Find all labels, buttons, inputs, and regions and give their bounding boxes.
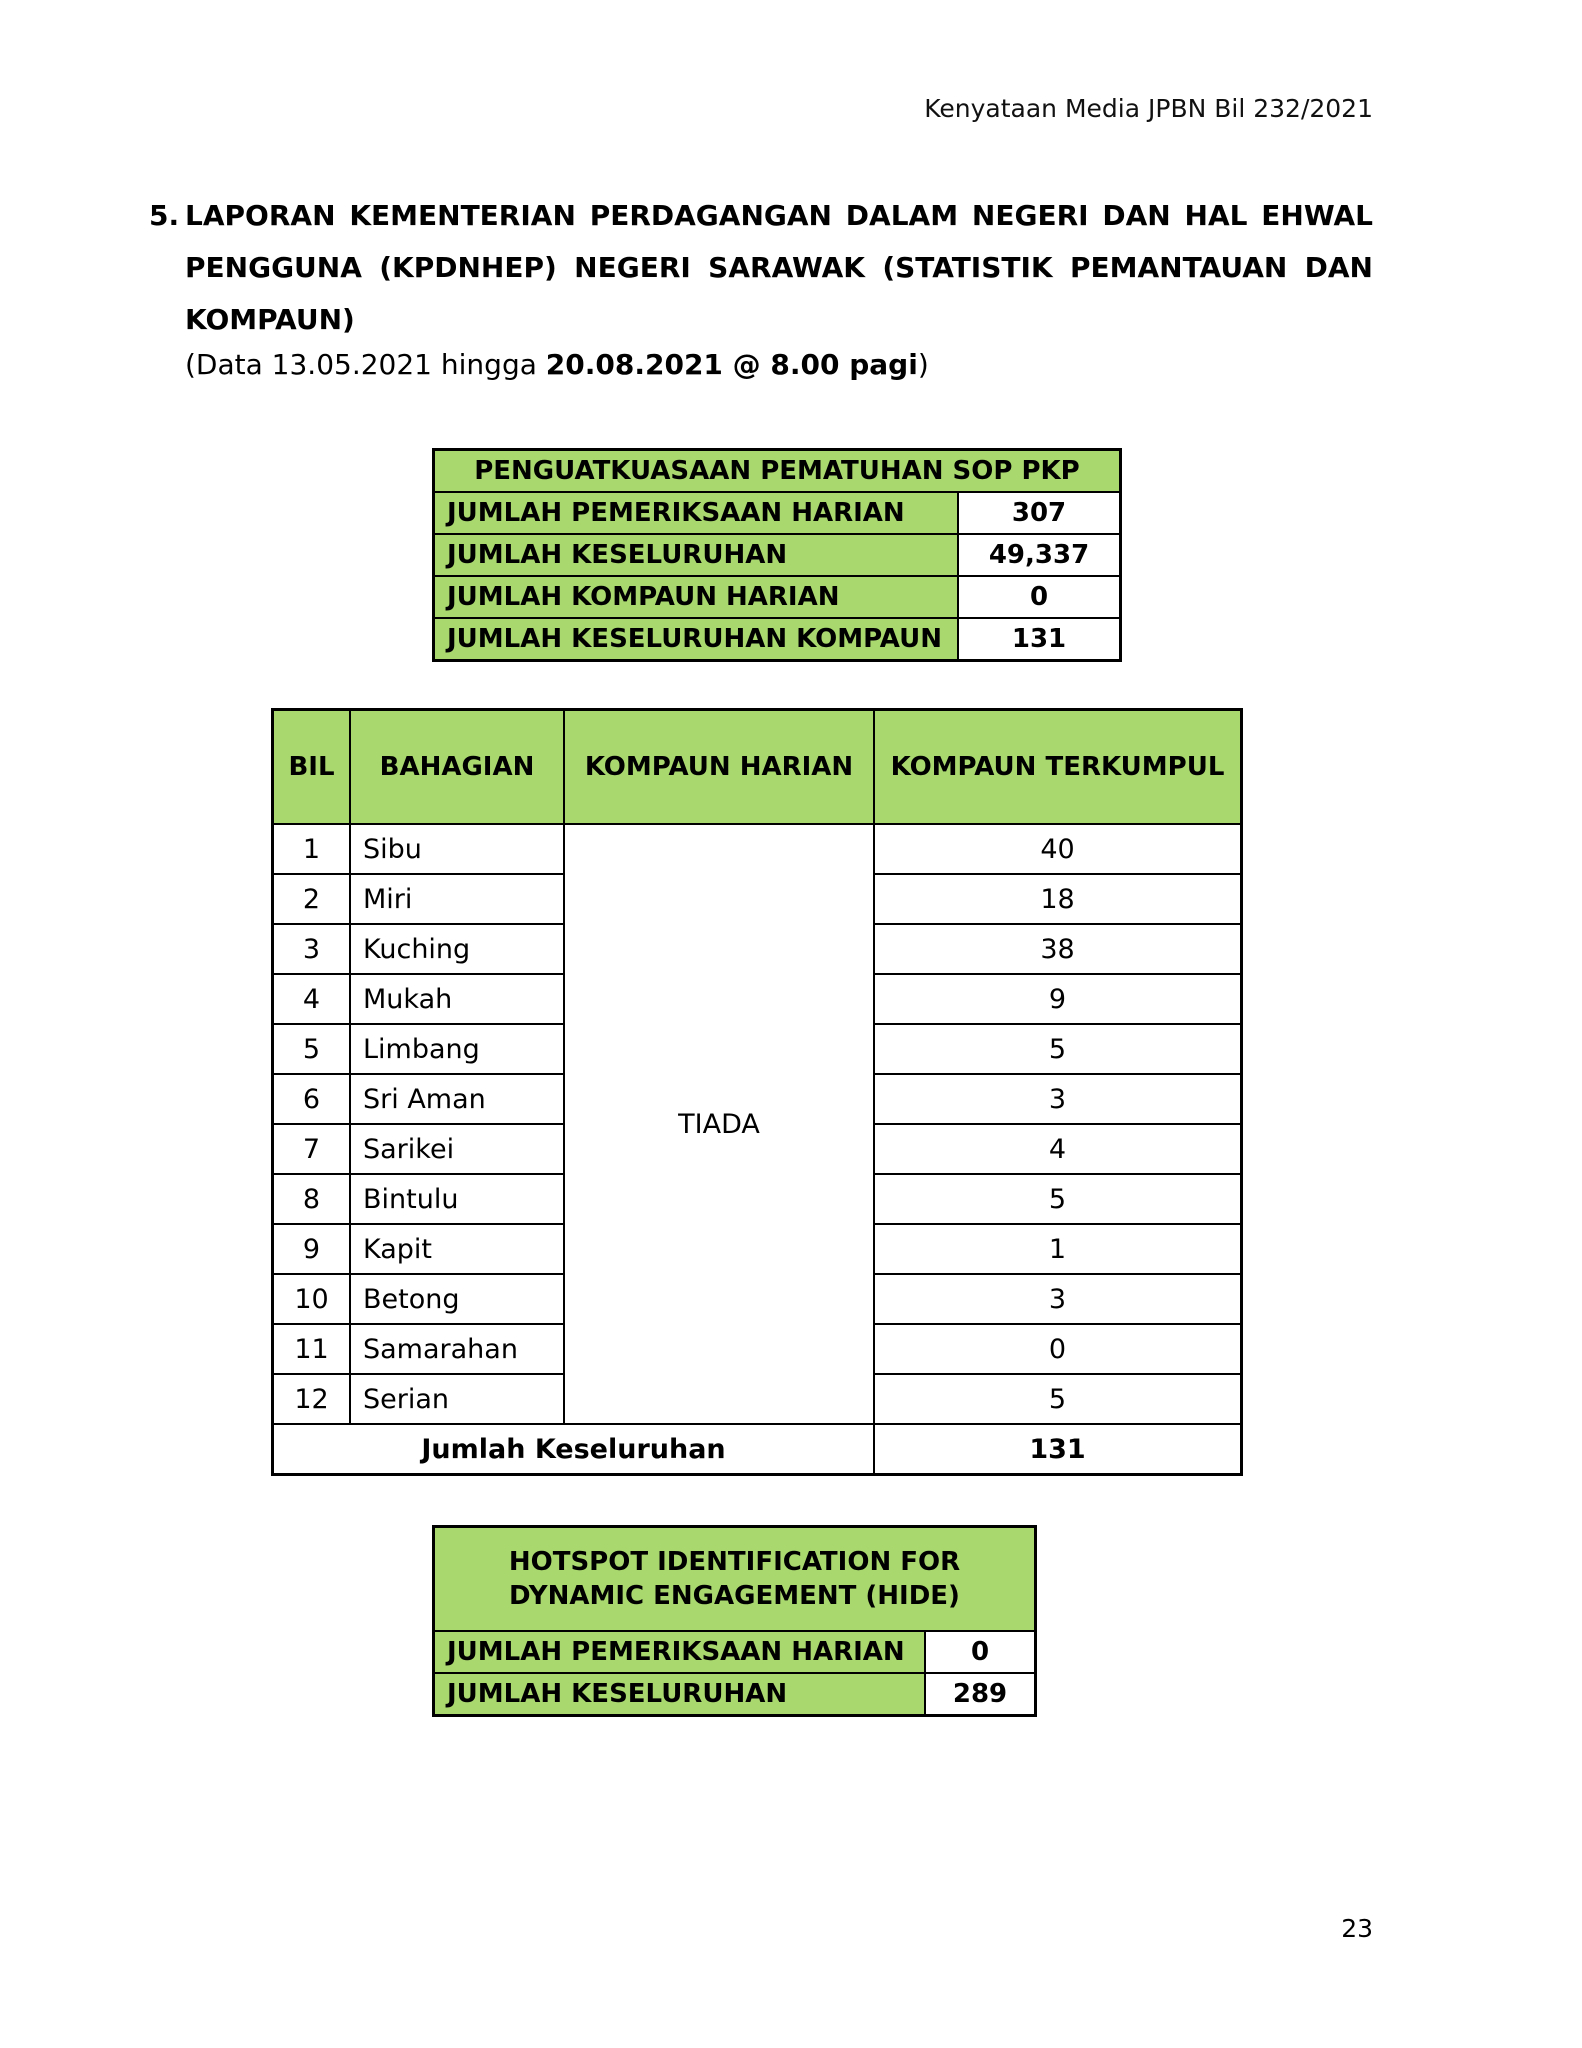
- row-bil: 1: [273, 824, 351, 874]
- section-number: 5.: [149, 199, 180, 232]
- total-label: Jumlah Keseluruhan: [273, 1424, 875, 1475]
- row-bahagian: Samarahan: [350, 1324, 564, 1374]
- row-label: JUMLAH KESELURUHAN: [434, 534, 959, 576]
- row-terkumpul: 5: [874, 1024, 1242, 1074]
- row-bil: 2: [273, 874, 351, 924]
- header-bahagian: BAHAGIAN: [350, 710, 564, 825]
- row-terkumpul: 3: [874, 1074, 1242, 1124]
- row-terkumpul: 1: [874, 1224, 1242, 1274]
- row-bil: 7: [273, 1124, 351, 1174]
- row-bahagian: Serian: [350, 1374, 564, 1424]
- row-bahagian: Limbang: [350, 1024, 564, 1074]
- row-label: JUMLAH PEMERIKSAAN HARIAN: [434, 1631, 926, 1673]
- date-prefix: (Data 13.05.2021 hingga: [185, 348, 546, 381]
- row-terkumpul: 5: [874, 1374, 1242, 1424]
- table-row: [434, 492, 1121, 534]
- page-number: 23: [1341, 1914, 1373, 1943]
- row-bil: 6: [273, 1074, 351, 1124]
- sop-enforcement-table: [432, 448, 1122, 662]
- row-terkumpul: 5: [874, 1174, 1242, 1224]
- date-range: [185, 343, 929, 387]
- row-terkumpul: 0: [874, 1324, 1242, 1374]
- division-compound-table: [271, 708, 1243, 1476]
- row-bil: 9: [273, 1224, 351, 1274]
- row-terkumpul: 18: [874, 874, 1242, 924]
- hide-title-line1: HOTSPOT IDENTIFICATION FOR: [508, 1547, 961, 1577]
- header-kompaun-harian: KOMPAUN HARIAN: [564, 710, 874, 825]
- row-label: JUMLAH KESELURUHAN: [434, 1673, 926, 1716]
- row-label: JUMLAH PEMERIKSAAN HARIAN: [434, 492, 959, 534]
- table-row: [434, 618, 1121, 661]
- row-bil: 10: [273, 1274, 351, 1324]
- row-label: JUMLAH KOMPAUN HARIAN: [434, 576, 959, 618]
- row-bahagian: Kuching: [350, 924, 564, 974]
- date-suffix: ): [917, 348, 929, 381]
- kompaun-harian-value: TIADA: [564, 824, 874, 1424]
- row-bahagian: Mukah: [350, 974, 564, 1024]
- row-terkumpul: 4: [874, 1124, 1242, 1174]
- row-bil: 5: [273, 1024, 351, 1074]
- sop-table-title: PENGUATKUASAAN PEMATUHAN SOP PKP: [434, 450, 1121, 493]
- row-terkumpul: 38: [874, 924, 1242, 974]
- row-bahagian: Sri Aman: [350, 1074, 564, 1124]
- row-bil: 8: [273, 1174, 351, 1224]
- row-bil: 12: [273, 1374, 351, 1424]
- row-bil: 4: [273, 974, 351, 1024]
- total-row: [273, 1424, 1242, 1475]
- table-row: [434, 1673, 1036, 1716]
- row-bil: 3: [273, 924, 351, 974]
- row-value: 0: [925, 1631, 1036, 1673]
- row-bahagian: Sibu: [350, 824, 564, 874]
- hide-table: [432, 1525, 1037, 1717]
- section-heading: [149, 190, 1373, 346]
- row-terkumpul: 3: [874, 1274, 1242, 1324]
- row-bahagian: Bintulu: [350, 1174, 564, 1224]
- hide-title-line2: DYNAMIC ENGAGEMENT (HIDE): [509, 1581, 960, 1611]
- table-row: [434, 1631, 1036, 1673]
- row-bahagian: Betong: [350, 1274, 564, 1324]
- row-value: 307: [958, 492, 1121, 534]
- row-value: 0: [958, 576, 1121, 618]
- hide-table-title: [434, 1527, 1036, 1632]
- row-bahagian: Kapit: [350, 1224, 564, 1274]
- row-terkumpul: 40: [874, 824, 1242, 874]
- table-row: [434, 534, 1121, 576]
- header-bil: BIL: [273, 710, 351, 825]
- row-bahagian: Sarikei: [350, 1124, 564, 1174]
- row-terkumpul: 9: [874, 974, 1242, 1024]
- row-value: 131: [958, 618, 1121, 661]
- header-kompaun-terkumpul: KOMPAUN TERKUMPUL: [874, 710, 1242, 825]
- row-value: 49,337: [958, 534, 1121, 576]
- total-value: 131: [874, 1424, 1242, 1475]
- document-reference: Kenyataan Media JPBN Bil 232/2021: [924, 94, 1373, 123]
- date-bold: 20.08.2021 @ 8.00 pagi: [545, 348, 918, 381]
- row-bil: 11: [273, 1324, 351, 1374]
- row-label: JUMLAH KESELURUHAN KOMPAUN: [434, 618, 959, 661]
- table-row: [434, 576, 1121, 618]
- table-row: [273, 824, 1242, 874]
- row-bahagian: Miri: [350, 874, 564, 924]
- row-value: 289: [925, 1673, 1036, 1716]
- section-title: LAPORAN KEMENTERIAN PERDAGANGAN DALAM NEGERI DAN HAL EHWAL PENGGUNA (KPDNHEP) NEGERI SARAWAK (STATISTIK PEMANTAUAN DAN KOMPAUN): [185, 199, 1373, 336]
